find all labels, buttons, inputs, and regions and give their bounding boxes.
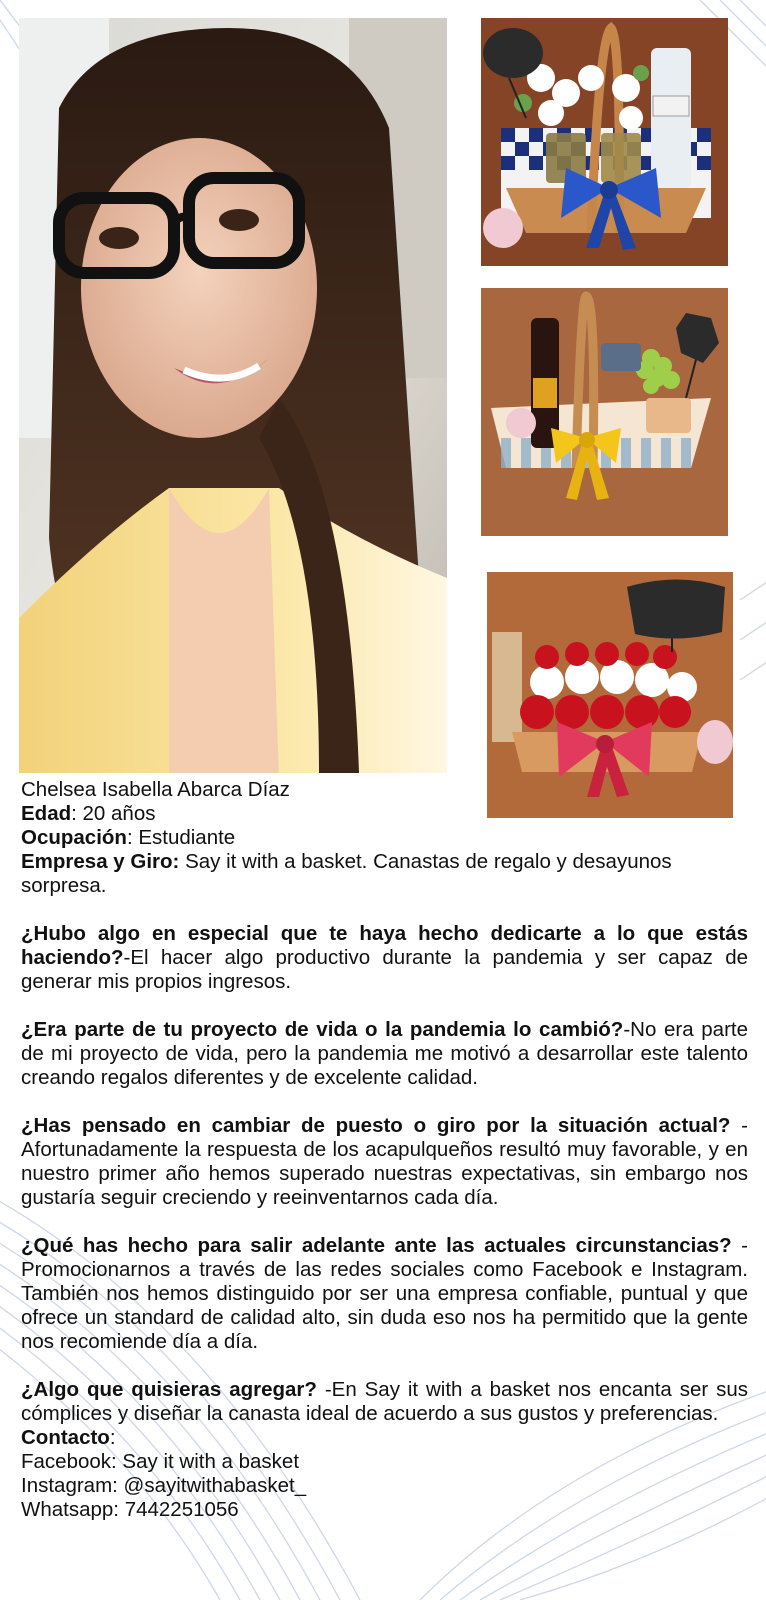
gift-basket-photo-1	[481, 18, 728, 266]
qa-item	[21, 1378, 748, 1426]
qa-question: ¿Has pensado en cambiar de puesto o giro por la situación actual?	[21, 1114, 731, 1137]
contact-instagram: Instagram: @sayitwithabasket_	[21, 1474, 307, 1497]
portrait-photo	[19, 18, 447, 773]
qa-question: ¿Hubo algo en especial que te haya hecho dedicarte a lo que estás haciendo?	[21, 922, 748, 969]
qa-answer: -Afortunadamente la respuesta de los acapulqueños resultó muy favorable, y en nuestro primer año hemos superado nuestras expectativas, sin embargo nos gustaría seguir creciendo y reeinventarnos cada día.	[21, 1114, 748, 1209]
qa-item	[21, 1114, 748, 1210]
contact-heading: Contacto:	[21, 1426, 116, 1449]
qa-answer: -En Say it with a basket nos encanta ser sus cómplices y diseñar la canasta ideal de acuerdo a sus gustos y preferencias.	[21, 1378, 748, 1425]
qa-item	[21, 922, 748, 994]
article-body	[21, 778, 748, 1522]
qa-question: ¿Era parte de tu proyecto de vida o la pandemia lo cambió?	[21, 1018, 624, 1041]
contact-whatsapp: Whatsapp: 7442251056	[21, 1498, 239, 1521]
contact-facebook: Facebook: Say it with a basket	[21, 1450, 300, 1473]
profile-occupation: Ocupación: Estudiante	[21, 826, 236, 849]
gift-basket-photo-2	[481, 288, 728, 536]
qa-item	[21, 1018, 748, 1090]
qa-answer: -No era parte de mi proyecto de vida, pero la pandemia me motivó a desarrollar este talento creando regalos diferentes y de excelente calidad.	[21, 1018, 749, 1089]
profile-age: Edad: 20 años	[21, 802, 156, 825]
qa-question: ¿Algo que quisieras agregar?	[21, 1378, 317, 1401]
qa-answer: -Promocionarnos a través de las redes sociales como Facebook e Instagram. También nos hemos distinguido por ser una empresa confiable, puntual y que ofrece un standard de calidad alto, sin duda eso nos ha permitido que la gente nos recomiende día a día.	[21, 1234, 748, 1353]
profile-company: Empresa y Giro: Say it with a basket. Canastas de regalo y desayunos sorpresa.	[21, 850, 672, 897]
qa-question: ¿Qué has hecho para salir adelante ante las actuales circunstancias?	[21, 1234, 732, 1257]
qa-item	[21, 1234, 748, 1354]
qa-answer: -El hacer algo productivo durante la pandemia y ser capaz de generar mis propios ingresos.	[21, 946, 748, 993]
profile-name: Chelsea Isabella Abarca Díaz	[21, 778, 290, 801]
